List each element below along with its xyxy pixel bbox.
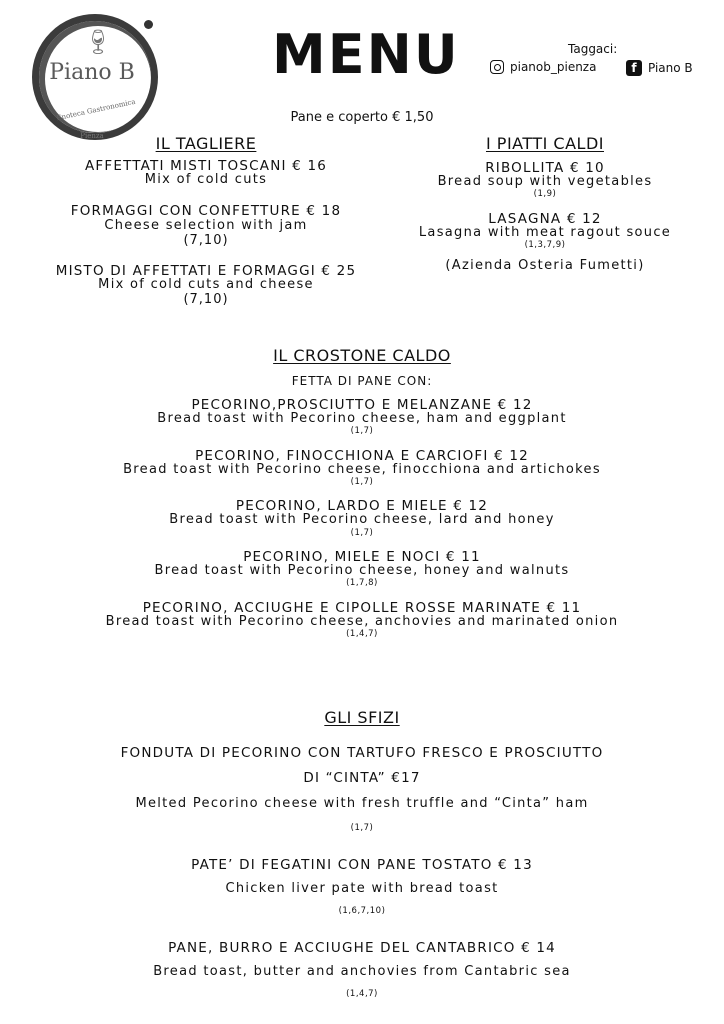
menu-item bbox=[0, 499, 724, 538]
section-heading: GLI SFIZI bbox=[324, 708, 400, 727]
item-name: LASAGNA € 12 bbox=[488, 210, 602, 227]
menu-item bbox=[0, 449, 724, 488]
menu-item bbox=[0, 264, 412, 307]
logo-subtitle: Enoteca Gastronomica bbox=[55, 97, 137, 123]
section-tagliere bbox=[0, 134, 412, 307]
section-sfizi bbox=[0, 708, 724, 1005]
item-name: PANE, BURRO E ACCIUGHE DEL CANTABRICO € 14 bbox=[168, 940, 556, 956]
facebook-link[interactable] bbox=[626, 60, 693, 76]
item-desc: Bread toast, butter and anchovies from Cantabric sea bbox=[153, 964, 571, 979]
item-desc: Bread toast with Pecorino cheese, finocchiona and artichokes bbox=[123, 461, 601, 477]
menu-item bbox=[390, 161, 700, 200]
page-title: MENU bbox=[272, 23, 460, 86]
item-name: PECORINO,PROSCIUTTO E MELANZANE € 12 bbox=[191, 397, 533, 413]
section-piatti-caldi bbox=[390, 134, 700, 274]
cover-charge: Pane e coperto € 1,50 bbox=[290, 110, 434, 125]
item-allergens: (1,7) bbox=[350, 477, 374, 488]
logo-town: Pienza bbox=[80, 132, 104, 140]
wine-glass-icon: 🍷︎ bbox=[83, 28, 114, 56]
item-allergens: (1,7,8) bbox=[346, 578, 378, 589]
item-desc: Bread toast with Pecorino cheese, anchovies and marinated onion bbox=[105, 613, 619, 629]
item-desc: Cheese selection with jam bbox=[104, 217, 308, 233]
item-allergens: (1,7) bbox=[350, 823, 374, 833]
item-allergens: (1,4,7) bbox=[346, 989, 378, 999]
item-name: PATE’ DI FEGATINI CON PANE TOSTATO € 13 bbox=[191, 857, 533, 873]
item-desc: Bread toast with Pecorino cheese, honey and walnuts bbox=[154, 563, 570, 579]
item-allergens: (7,10) bbox=[183, 232, 229, 248]
item-allergens: (1,4,7) bbox=[346, 629, 378, 640]
instagram-handle: pianob_pienza bbox=[510, 60, 597, 74]
item-name: PECORINO, MIELE E NOCI € 11 bbox=[243, 548, 481, 565]
social-label: Taggaci: bbox=[568, 42, 618, 56]
item-name: RIBOLLITA € 10 bbox=[485, 160, 605, 176]
item-name: PECORINO, LARDO E MIELE € 12 bbox=[235, 498, 489, 515]
item-name-cont: DI “CINTA” €17 bbox=[303, 770, 421, 786]
menu-item bbox=[0, 853, 724, 922]
ink-dot bbox=[144, 20, 153, 29]
facebook-handle: Piano B bbox=[648, 61, 693, 75]
menu-item bbox=[0, 936, 724, 1005]
section-heading: IL TAGLIERE bbox=[155, 134, 257, 153]
section-intro: FETTA DI PANE CON: bbox=[291, 374, 433, 388]
item-desc: Chicken liver pate with bread toast bbox=[225, 881, 499, 896]
menu-item bbox=[0, 204, 412, 247]
item-allergens: (1,7) bbox=[350, 426, 374, 437]
item-allergens: (1,6,7,10) bbox=[338, 906, 386, 916]
item-desc: Melted Pecorino cheese with fresh truffle and “Cinta” ham bbox=[135, 796, 589, 811]
item-desc: Lasagna with meat ragout souce bbox=[418, 224, 672, 240]
menu-item bbox=[0, 550, 724, 589]
menu-item bbox=[0, 159, 412, 187]
item-desc: Mix of cold cuts and cheese bbox=[98, 277, 314, 293]
menu-item bbox=[390, 212, 700, 251]
item-desc: Bread soup with vegetables bbox=[437, 174, 653, 190]
menu-item bbox=[0, 601, 724, 640]
item-name: PECORINO, ACCIUGHE E CIPOLLE ROSSE MARINATE € 11 bbox=[142, 599, 582, 616]
item-allergens: (1,3,7,9) bbox=[524, 240, 566, 251]
item-desc: Bread toast with Pecorino cheese, lard and honey bbox=[169, 512, 555, 528]
facebook-icon: f bbox=[626, 60, 642, 76]
instagram-icon bbox=[490, 60, 504, 74]
section-heading: I PIATTI CALDI bbox=[485, 134, 604, 153]
item-name: FORMAGGI CON CONFETTURE € 18 bbox=[70, 203, 342, 220]
item-allergens: (1,7) bbox=[350, 527, 374, 538]
section-heading: IL CROSTONE CALDO bbox=[273, 346, 451, 365]
logo-name: Piano B bbox=[49, 60, 135, 85]
item-desc: Bread toast with Pecorino cheese, ham and eggplant bbox=[157, 411, 567, 427]
item-desc: Mix of cold cuts bbox=[144, 172, 268, 188]
item-allergens: (1,9) bbox=[533, 189, 557, 200]
menu-item bbox=[0, 741, 724, 839]
supplier-note: (Azienda Osteria Fumetti) bbox=[445, 258, 645, 274]
section-crostone bbox=[0, 346, 724, 639]
menu-item bbox=[0, 398, 724, 437]
item-name: AFFETTATI MISTI TOSCANI € 16 bbox=[84, 158, 328, 174]
item-allergens: (7,10) bbox=[183, 292, 229, 308]
item-name: PECORINO, FINOCCHIONA E CARCIOFI € 12 bbox=[195, 447, 529, 464]
item-name: MISTO DI AFFETTATI E FORMAGGI € 25 bbox=[55, 262, 357, 279]
item-name: FONDUTA DI PECORINO CON TARTUFO FRESCO E PROSCIUTTO bbox=[120, 745, 604, 761]
instagram-link[interactable] bbox=[490, 60, 596, 74]
